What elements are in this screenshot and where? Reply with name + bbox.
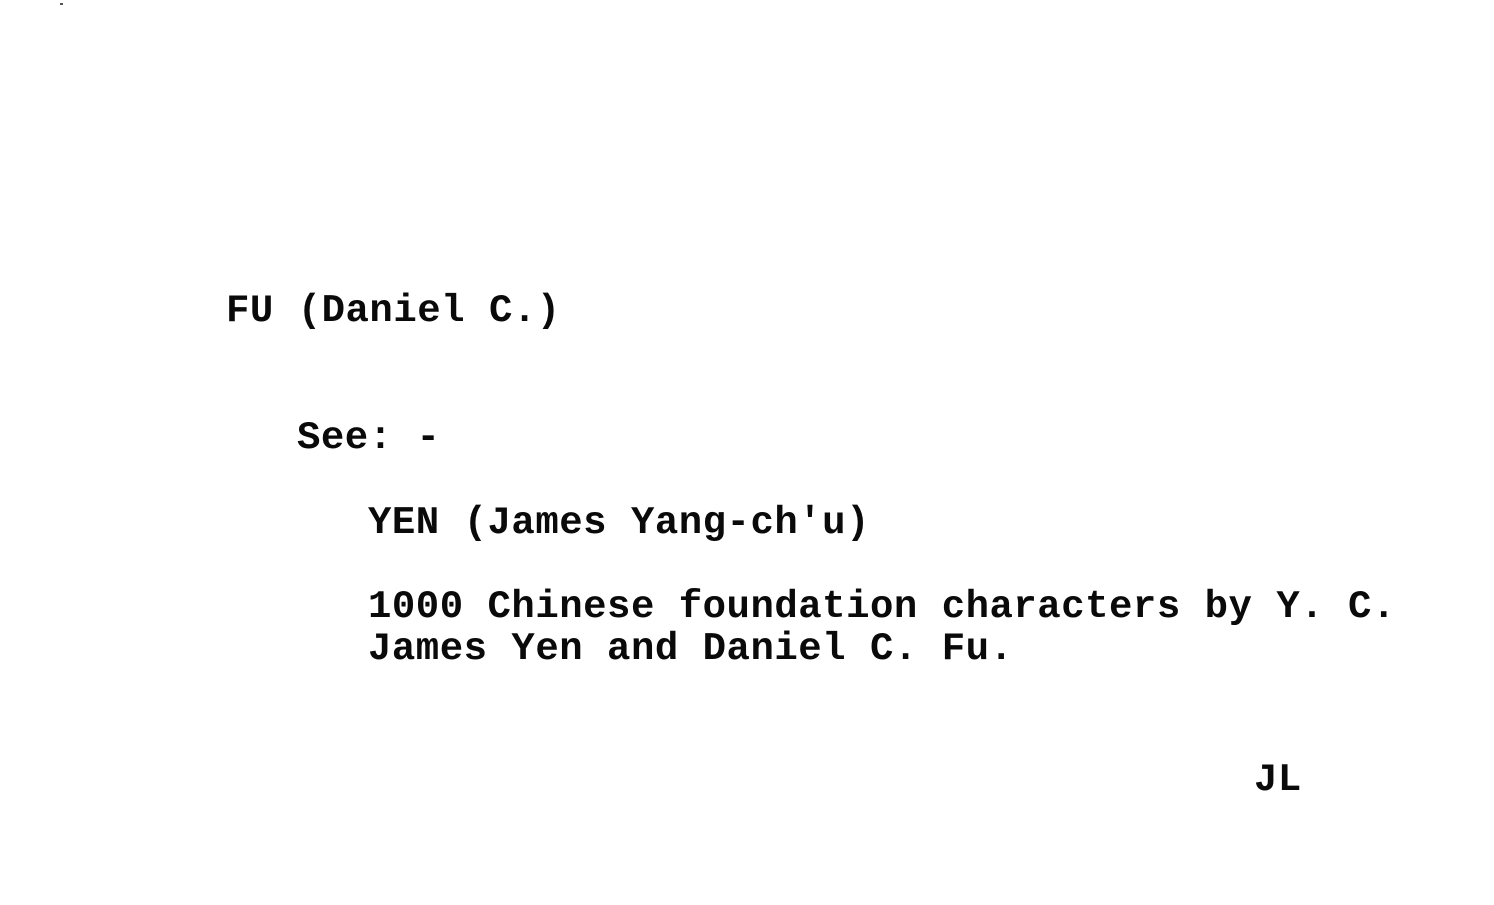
card-heading: FU (Daniel C.) <box>226 289 561 333</box>
title-line-1: 1000 Chinese foundation characters by Y. C. <box>368 585 1396 629</box>
scan-speck <box>60 3 63 5</box>
title-line-2: James Yen and Daniel C. Fu. <box>368 627 1014 671</box>
see-reference-label: See: - <box>297 416 441 460</box>
cataloguer-initials: JL <box>1254 758 1302 802</box>
cross-reference-entry: YEN (James Yang-ch'u) <box>368 501 870 545</box>
